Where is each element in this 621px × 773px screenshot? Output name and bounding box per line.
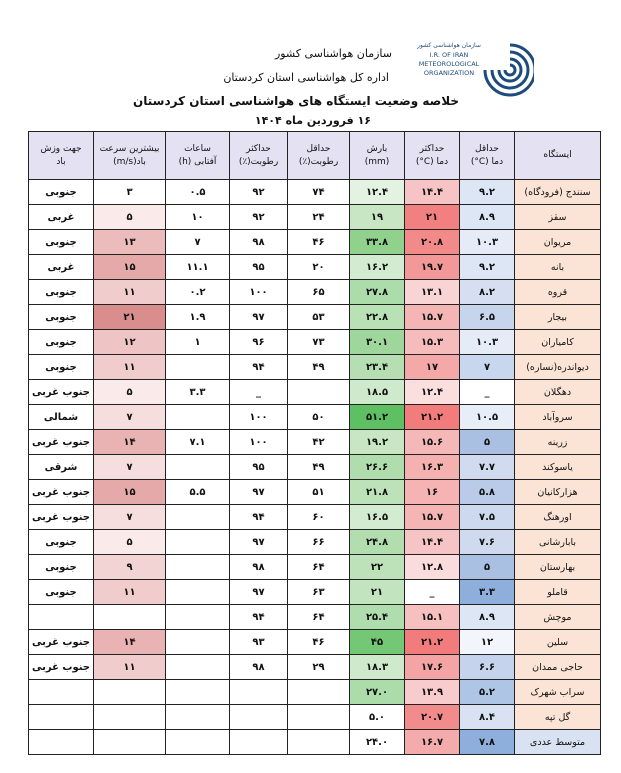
min-temp-cell: ۵.۸ (460, 480, 515, 505)
min-humidity-cell: ۴۶ (288, 630, 350, 655)
wind-direction-cell (29, 605, 94, 630)
station-cell: زرینه (515, 430, 601, 455)
max-temp-cell: ۲۰.۸ (405, 230, 460, 255)
max-temp-cell: ۱۴.۴ (405, 530, 460, 555)
station-cell: بانه (515, 255, 601, 280)
precipitation-cell: ۱۸.۳ (350, 655, 405, 680)
max-humidity-cell: ۱۰۰ (230, 280, 288, 305)
min-temp-cell: ۷.۶ (460, 530, 515, 555)
max-humidity-cell: ۹۷ (230, 480, 288, 505)
station-cell: مریوان (515, 230, 601, 255)
sunshine-hours-cell (166, 405, 230, 430)
table-row (29, 555, 601, 580)
logo-spiral-icon (414, 38, 534, 102)
station-cell: حاجی ممدان (515, 655, 601, 680)
report-date: ۱۶ فروردین ماه ۱۴۰۴ (254, 114, 371, 127)
max-temp-cell: ۲۱.۲ (405, 630, 460, 655)
table-row (29, 580, 601, 605)
report-title: خلاصه وضعیت ایستگاه های هواشناسی استان کردستان (133, 94, 459, 108)
table-row (29, 380, 601, 405)
max-temp-cell: ۱۶ (405, 480, 460, 505)
min-humidity-cell (288, 680, 350, 705)
max-wind-speed-cell: ۵ (94, 380, 166, 405)
weather-stations-table (28, 131, 601, 755)
table-row (29, 680, 601, 705)
min-humidity-cell: ۷۳ (288, 330, 350, 355)
station-cell: یاسوکند (515, 455, 601, 480)
precipitation-cell: ۲۲ (350, 555, 405, 580)
precipitation-cell: ۲۷.۸ (350, 280, 405, 305)
station-cell: سراب شهرک (515, 680, 601, 705)
min-temp-cell: ۷ (460, 355, 515, 380)
min-temp-cell: _ (460, 380, 515, 405)
min-temp-cell: ۵ (460, 430, 515, 455)
station-cell: متوسط عددی (515, 730, 601, 755)
max-humidity-cell (230, 730, 288, 755)
precipitation-cell: ۲۴.۰ (350, 730, 405, 755)
sunshine-hours-cell (166, 455, 230, 480)
max-humidity-cell: ۹۷ (230, 580, 288, 605)
header-max-temp: حداکثر دما (C°) (405, 132, 460, 180)
precipitation-cell: ۲۱.۸ (350, 480, 405, 505)
header-sunshine-hours: ساعات آفتابی (h) (166, 132, 230, 180)
org-name: سازمان هواشناسی کشور (274, 47, 392, 60)
min-temp-cell: ۷.۷ (460, 455, 515, 480)
sunshine-hours-cell: ۱۱.۱ (166, 255, 230, 280)
station-cell: موچش (515, 605, 601, 630)
table-row (29, 330, 601, 355)
max-temp-cell: ۱۶.۳ (405, 455, 460, 480)
min-humidity-cell (288, 705, 350, 730)
max-wind-speed-cell: ۳ (94, 180, 166, 205)
max-humidity-cell: ۹۸ (230, 230, 288, 255)
max-wind-speed-cell: ۱۱ (94, 655, 166, 680)
min-temp-cell: ۶.۵ (460, 305, 515, 330)
max-temp-cell: _ (405, 580, 460, 605)
max-wind-speed-cell: ۱۵ (94, 480, 166, 505)
table-row (29, 430, 601, 455)
meteorological-organization-logo (414, 38, 534, 102)
precipitation-cell: ۱۹ (350, 205, 405, 230)
station-cell: دهگلان (515, 380, 601, 405)
sunshine-hours-cell (166, 680, 230, 705)
max-wind-speed-cell: ۱۱ (94, 355, 166, 380)
min-humidity-cell: ۴۹ (288, 455, 350, 480)
precipitation-cell: ۲۱ (350, 580, 405, 605)
wind-direction-cell: جنوبی (29, 180, 94, 205)
table-row (29, 180, 601, 205)
sunshine-hours-cell: ۷.۱ (166, 430, 230, 455)
min-humidity-cell: ۴۶ (288, 230, 350, 255)
precipitation-cell: ۱۶.۵ (350, 505, 405, 530)
wind-direction-cell: جنوب غربی (29, 430, 94, 455)
station-cell: بابارشانی (515, 530, 601, 555)
wind-direction-cell: جنوبی (29, 230, 94, 255)
max-wind-speed-cell: ۲۱ (94, 305, 166, 330)
wind-direction-cell (29, 680, 94, 705)
min-humidity-cell: ۲۹ (288, 655, 350, 680)
precipitation-cell: ۵.۰ (350, 705, 405, 730)
wind-direction-cell: شرقی (29, 455, 94, 480)
wind-direction-cell: جنوبی (29, 355, 94, 380)
logo-english-line-2: METEOROLOGICAL (418, 60, 480, 68)
min-humidity-cell (288, 730, 350, 755)
header-min-humidity: حداقل رطوبت(٪) (288, 132, 350, 180)
wind-direction-cell: غربی (29, 205, 94, 230)
max-temp-cell: ۱۲.۸ (405, 555, 460, 580)
max-wind-speed-cell: ۱۴ (94, 630, 166, 655)
max-humidity-cell: ۹۴ (230, 355, 288, 380)
wind-direction-cell: جنوبی (29, 555, 94, 580)
min-temp-cell: ۸.۴ (460, 705, 515, 730)
max-humidity-cell (230, 705, 288, 730)
max-temp-cell: ۱۷.۶ (405, 655, 460, 680)
min-humidity-cell: ۷۴ (288, 180, 350, 205)
sunshine-hours-cell (166, 530, 230, 555)
max-temp-cell: ۱۵.۱ (405, 605, 460, 630)
station-cell: سنندج (فرودگاه) (515, 180, 601, 205)
min-temp-cell: ۵.۲ (460, 680, 515, 705)
table-row (29, 630, 601, 655)
sunshine-hours-cell: ۰.۵ (166, 180, 230, 205)
min-temp-cell: ۹.۲ (460, 180, 515, 205)
wind-direction-cell (29, 705, 94, 730)
max-wind-speed-cell: ۱۴ (94, 430, 166, 455)
wind-direction-cell: جنوب غربی (29, 380, 94, 405)
table-row (29, 355, 601, 380)
station-cell: سقز (515, 205, 601, 230)
max-humidity-cell: _ (230, 380, 288, 405)
max-wind-speed-cell: ۵ (94, 205, 166, 230)
max-humidity-cell: ۹۲ (230, 180, 288, 205)
wind-direction-cell: جنوبی (29, 580, 94, 605)
sunshine-hours-cell (166, 580, 230, 605)
wind-direction-cell: جنوبی (29, 530, 94, 555)
min-temp-cell: ۱۰.۳ (460, 230, 515, 255)
max-temp-cell: ۱۳.۹ (405, 680, 460, 705)
precipitation-cell: ۲۴.۸ (350, 530, 405, 555)
min-humidity-cell: ۵۳ (288, 305, 350, 330)
precipitation-cell: ۲۶.۶ (350, 455, 405, 480)
sunshine-hours-cell: ۱ (166, 330, 230, 355)
max-wind-speed-cell: ۷ (94, 455, 166, 480)
max-humidity-cell: ۹۵ (230, 455, 288, 480)
logo-english-line-3: ORGANIZATION (423, 69, 475, 77)
wind-direction-cell: جنوب غربی (29, 630, 94, 655)
station-cell: سلین (515, 630, 601, 655)
precipitation-cell: ۱۶.۲ (350, 255, 405, 280)
min-temp-cell: ۷.۵ (460, 505, 515, 530)
precipitation-cell: ۱۸.۵ (350, 380, 405, 405)
max-humidity-cell: ۹۳ (230, 630, 288, 655)
logo-english-line-1: I.R. OF IRAN (429, 51, 469, 59)
max-humidity-cell: ۹۴ (230, 605, 288, 630)
min-humidity-cell: ۶۳ (288, 580, 350, 605)
min-temp-cell: ۷.۸ (460, 730, 515, 755)
max-temp-cell: ۱۴.۴ (405, 180, 460, 205)
wind-direction-cell: جنوب غربی (29, 655, 94, 680)
logo-persian-text: سازمان هواشناسی کشور (417, 42, 481, 49)
precipitation-cell: ۲۲.۸ (350, 305, 405, 330)
table-row (29, 230, 601, 255)
station-cell: قاملو (515, 580, 601, 605)
table-header-row (29, 132, 601, 180)
wind-direction-cell: شمالی (29, 405, 94, 430)
station-cell: گل تپه (515, 705, 601, 730)
sunshine-hours-cell: ۱.۹ (166, 305, 230, 330)
sunshine-hours-cell (166, 705, 230, 730)
header-station: ایستگاه (515, 132, 601, 180)
max-temp-cell: ۲۱ (405, 205, 460, 230)
max-wind-speed-cell: ۱۱ (94, 280, 166, 305)
max-temp-cell: ۱۵.۶ (405, 430, 460, 455)
max-wind-speed-cell (94, 680, 166, 705)
max-temp-cell: ۲۰.۷ (405, 705, 460, 730)
min-humidity-cell: ۶۶ (288, 530, 350, 555)
precipitation-cell: ۳۰.۱ (350, 330, 405, 355)
header-min-temp: حداقل دما (C°) (460, 132, 515, 180)
precipitation-cell: ۱۹.۲ (350, 430, 405, 455)
min-temp-cell: ۸.۹ (460, 605, 515, 630)
station-cell: بهارستان (515, 555, 601, 580)
wind-direction-cell: جنوبی (29, 305, 94, 330)
precipitation-cell: ۲۷.۰ (350, 680, 405, 705)
max-wind-speed-cell: ۱۳ (94, 230, 166, 255)
table-row (29, 280, 601, 305)
max-temp-cell: ۱۶.۷ (405, 730, 460, 755)
table-row (29, 255, 601, 280)
station-cell: کامیاران (515, 330, 601, 355)
max-wind-speed-cell (94, 605, 166, 630)
max-wind-speed-cell: ۷ (94, 505, 166, 530)
max-humidity-cell: ۹۲ (230, 205, 288, 230)
sunshine-hours-cell: ۷ (166, 230, 230, 255)
min-humidity-cell: ۶۰ (288, 505, 350, 530)
sunshine-hours-cell: ۱۰ (166, 205, 230, 230)
min-humidity-cell: ۵۱ (288, 480, 350, 505)
max-temp-cell: ۱۵.۷ (405, 305, 460, 330)
average-row (29, 730, 601, 755)
max-wind-speed-cell: ۱۱ (94, 580, 166, 605)
table-row (29, 455, 601, 480)
min-temp-cell: ۱۰.۵ (460, 405, 515, 430)
max-wind-speed-cell: ۱۵ (94, 255, 166, 280)
table-row (29, 530, 601, 555)
min-temp-cell: ۸.۲ (460, 280, 515, 305)
sunshine-hours-cell (166, 630, 230, 655)
min-temp-cell: ۱۲ (460, 630, 515, 655)
station-cell: قروه (515, 280, 601, 305)
min-humidity-cell: ۴۲ (288, 430, 350, 455)
station-cell: بیجار (515, 305, 601, 330)
precipitation-cell: ۱۲.۴ (350, 180, 405, 205)
sunshine-hours-cell (166, 730, 230, 755)
sunshine-hours-cell (166, 355, 230, 380)
table-row (29, 655, 601, 680)
max-temp-cell: ۱۵.۷ (405, 505, 460, 530)
table-row (29, 505, 601, 530)
precipitation-cell: ۴۵ (350, 630, 405, 655)
min-humidity-cell: ۶۴ (288, 555, 350, 580)
max-humidity-cell: ۹۴ (230, 505, 288, 530)
max-humidity-cell: ۹۷ (230, 305, 288, 330)
sunshine-hours-cell (166, 555, 230, 580)
max-temp-cell: ۲۱.۲ (405, 405, 460, 430)
header-precipitation: بارش (mm) (350, 132, 405, 180)
table-row (29, 405, 601, 430)
max-humidity-cell: ۹۸ (230, 555, 288, 580)
max-wind-speed-cell: ۱۲ (94, 330, 166, 355)
header-wind-direction: جهت وزش باد (29, 132, 94, 180)
precipitation-cell: ۳۳.۸ (350, 230, 405, 255)
station-cell: دیواندره(نساره) (515, 355, 601, 380)
table-row (29, 205, 601, 230)
table-row (29, 605, 601, 630)
sunshine-hours-cell: ۳.۳ (166, 380, 230, 405)
max-wind-speed-cell: ۷ (94, 405, 166, 430)
wind-direction-cell (29, 730, 94, 755)
max-humidity-cell: ۹۸ (230, 655, 288, 680)
min-humidity-cell (288, 380, 350, 405)
max-wind-speed-cell: ۹ (94, 555, 166, 580)
max-wind-speed-cell: ۵ (94, 530, 166, 555)
wind-direction-cell: جنوبی (29, 280, 94, 305)
wind-direction-cell: جنوب غربی (29, 480, 94, 505)
max-temp-cell: ۱۵.۳ (405, 330, 460, 355)
sunshine-hours-cell: ۵.۵ (166, 480, 230, 505)
min-humidity-cell: ۶۴ (288, 605, 350, 630)
max-humidity-cell (230, 680, 288, 705)
min-humidity-cell: ۴۹ (288, 355, 350, 380)
header-max-wind-speed: بیشترین سرعت باد(m/s) (94, 132, 166, 180)
report-header (0, 0, 621, 128)
station-cell: هزارکانیان (515, 480, 601, 505)
precipitation-cell: ۵۱.۲ (350, 405, 405, 430)
min-temp-cell: ۸.۹ (460, 205, 515, 230)
max-humidity-cell: ۱۰۰ (230, 405, 288, 430)
min-temp-cell: ۳.۳ (460, 580, 515, 605)
table-row (29, 705, 601, 730)
min-humidity-cell: ۲۰ (288, 255, 350, 280)
min-humidity-cell: ۵۰ (288, 405, 350, 430)
max-humidity-cell: ۹۶ (230, 330, 288, 355)
min-humidity-cell: ۲۴ (288, 205, 350, 230)
station-cell: اورهنگ (515, 505, 601, 530)
min-temp-cell: ۵ (460, 555, 515, 580)
sunshine-hours-cell (166, 605, 230, 630)
wind-direction-cell: جنوب غربی (29, 505, 94, 530)
min-temp-cell: ۹.۲ (460, 255, 515, 280)
header-max-humidity: حداکثر رطوبت(٪) (230, 132, 288, 180)
sunshine-hours-cell: ۰.۲ (166, 280, 230, 305)
table-row (29, 480, 601, 505)
dept-name: اداره کل هواشناسی استان کردستان (223, 71, 389, 84)
wind-direction-cell: غربی (29, 255, 94, 280)
max-temp-cell: ۱۹.۷ (405, 255, 460, 280)
wind-direction-cell: جنوبی (29, 330, 94, 355)
sunshine-hours-cell (166, 505, 230, 530)
table-row (29, 305, 601, 330)
precipitation-cell: ۲۵.۴ (350, 605, 405, 630)
max-temp-cell: ۱۳.۱ (405, 280, 460, 305)
station-cell: سروآباد (515, 405, 601, 430)
max-temp-cell: ۱۲.۴ (405, 380, 460, 405)
min-humidity-cell: ۶۵ (288, 280, 350, 305)
max-humidity-cell: ۹۵ (230, 255, 288, 280)
max-humidity-cell: ۱۰۰ (230, 430, 288, 455)
sunshine-hours-cell (166, 655, 230, 680)
max-wind-speed-cell (94, 705, 166, 730)
precipitation-cell: ۲۳.۴ (350, 355, 405, 380)
max-wind-speed-cell (94, 730, 166, 755)
max-temp-cell: ۱۷ (405, 355, 460, 380)
max-humidity-cell: ۹۷ (230, 530, 288, 555)
min-temp-cell: ۱۰.۳ (460, 330, 515, 355)
min-temp-cell: ۶.۶ (460, 655, 515, 680)
